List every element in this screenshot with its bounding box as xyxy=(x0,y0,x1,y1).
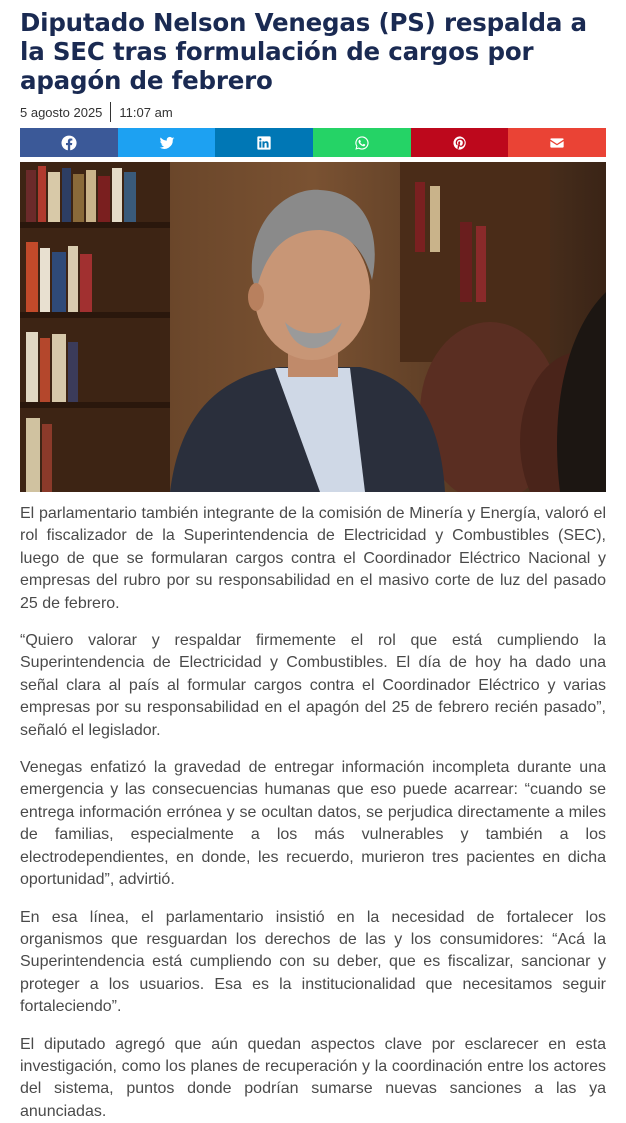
paragraph: “Quiero valorar y respaldar firmemente el rol que está cumpliendo la Superintendencia de Electricidad y Combustibles. El día de hoy ha dado una señal clara al país al formular cargos contra el Coordinador Eléctrico y varias empresas por su responsabilidad en el apagón del 25 de febrero recién pasado”, señaló el legislador. xyxy=(20,632,606,739)
share-bar xyxy=(20,128,606,157)
paragraph: En esa línea, el parlamentario insistió en la necesidad de fortalecer los organismos que resguardan los derechos de las y los consumidores: “Acá la Superintendencia está cumpliendo con su deber, que es fiscalizar, sancionar y proteger a los usuarios. Esa es la institucionalidad que necesitamos seguir fortaleciendo”. xyxy=(20,908,606,1016)
share-whatsapp-button[interactable] xyxy=(313,128,411,157)
share-linkedin-button[interactable] xyxy=(215,128,313,157)
article-meta xyxy=(20,101,606,123)
share-email-button[interactable] xyxy=(508,128,606,157)
article-body xyxy=(20,503,606,1123)
pinterest-icon xyxy=(452,135,468,151)
article-time: 11:07 am xyxy=(119,104,173,120)
facebook-icon xyxy=(61,135,77,151)
email-icon xyxy=(549,135,565,151)
share-facebook-button[interactable] xyxy=(20,128,118,157)
article-photo xyxy=(20,162,606,492)
whatsapp-icon xyxy=(354,135,370,151)
article-date: 5 agosto 2025 xyxy=(20,104,103,120)
linkedin-icon xyxy=(256,135,272,151)
meta-divider xyxy=(110,102,111,122)
paragraph: Venegas enfatizó la gravedad de entregar información incompleta durante una emergencia y las consecuencias humanas que eso puede acarrear: “cuando se entrega información errónea y se ocultan datos, se perjudica directamente a miles de familias, especialmente a los más vulnerables y también a los electrodependientes, en donde, les recuerdo, murieron tres pacientes en dicha oportunidad”, advirtió. xyxy=(20,759,606,889)
twitter-icon xyxy=(159,135,175,151)
article xyxy=(20,8,606,1123)
article-photo-illustration xyxy=(20,162,606,492)
paragraph: El parlamentario también integrante de la comisión de Minería y Energía, valoró el rol fiscalizador de la Superintendencia de Electricidad y Combustibles (SEC), luego de que se formularan cargos contra el Coordinador Eléctrico Nacional y empresas del rubro por su responsabilidad en el masivo corte de luz del pasado 25 de febrero. xyxy=(20,505,606,612)
share-pinterest-button[interactable] xyxy=(411,128,509,157)
article-title: Diputado Nelson Venegas (PS) respalda a la SEC tras formulación de cargos por apagón de febrero xyxy=(20,8,587,95)
paragraph: El diputado agregó que aún quedan aspectos clave por esclarecer en esta investigación, como los planes de recuperación y la coordinación entre los actores del sistema, puntos donde podrían sumarse nuevas sanciones a las ya anunciadas. xyxy=(20,1035,606,1120)
share-twitter-button[interactable] xyxy=(118,128,216,157)
